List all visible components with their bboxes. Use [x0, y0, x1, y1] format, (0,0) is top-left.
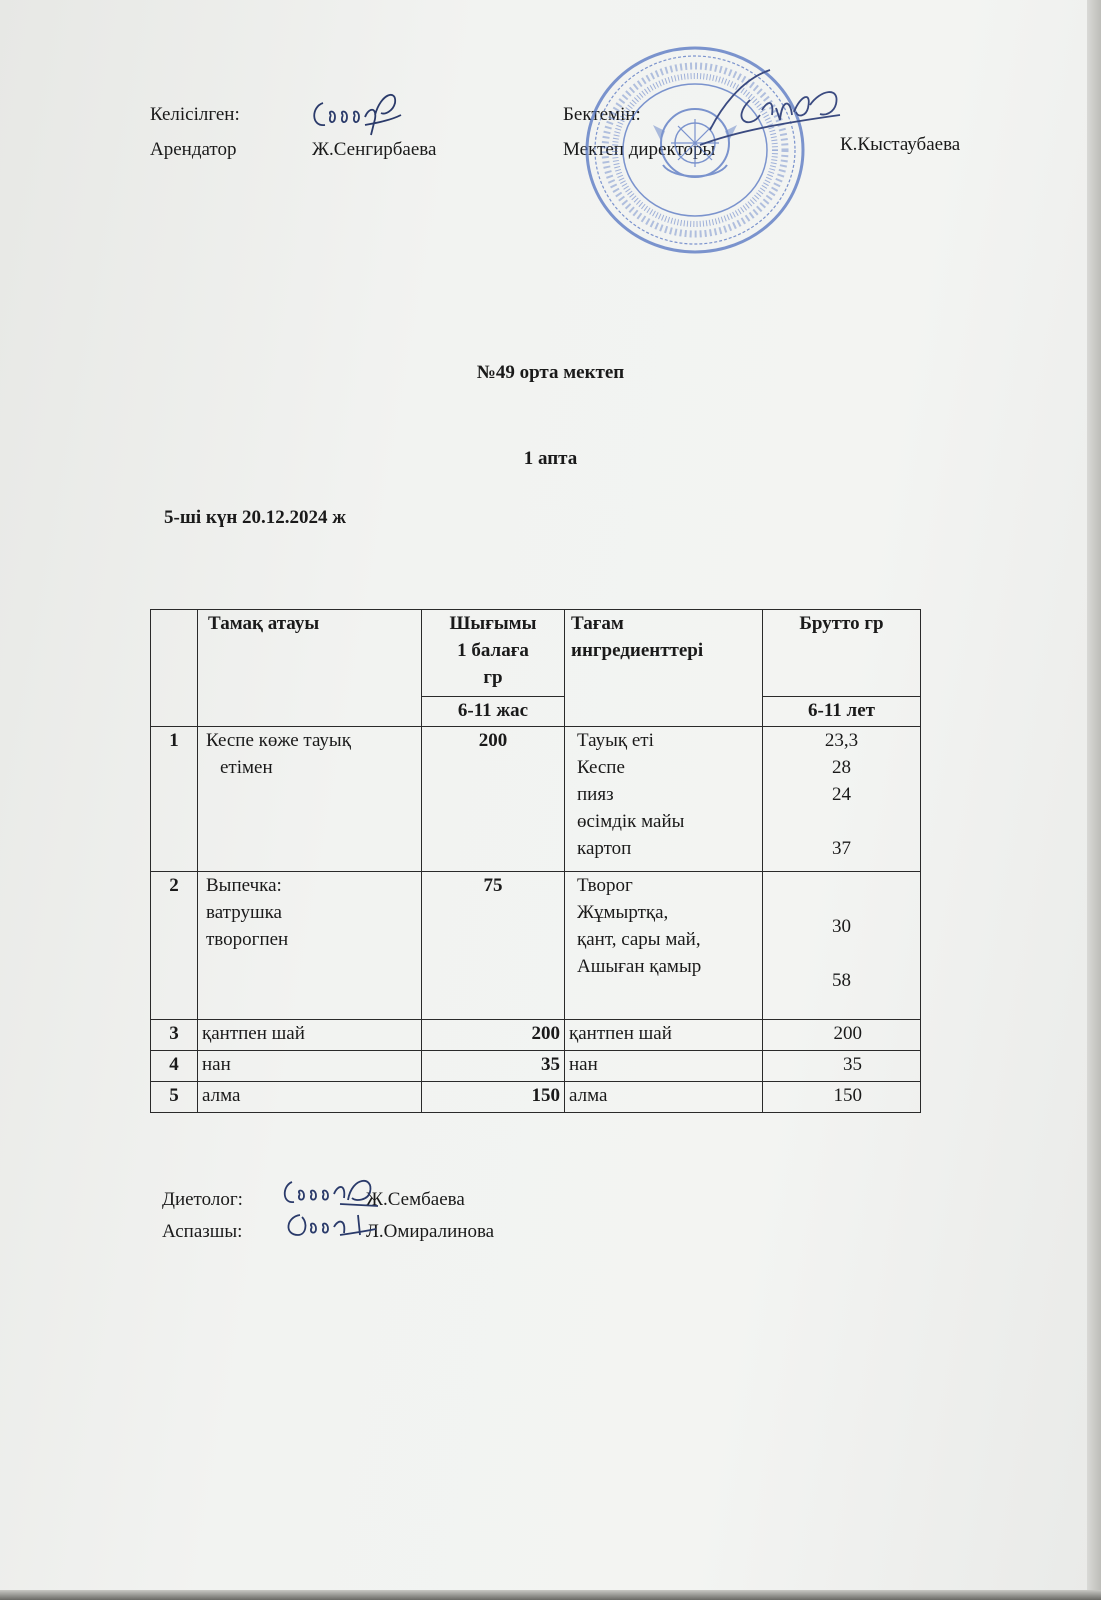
dietitian-label: Диетолог: — [162, 1189, 243, 1210]
row-number: 2 — [151, 872, 198, 1020]
header-num-cell — [151, 610, 198, 727]
row-number: 4 — [151, 1051, 198, 1082]
header-age-right: 6-11 лет — [763, 697, 921, 727]
ingredients-list: нан — [565, 1051, 763, 1082]
director-signature — [690, 60, 850, 160]
menu-table — [150, 609, 921, 1113]
brutto-list: 23,3 28 24 37 — [763, 727, 921, 872]
table-row — [151, 1051, 921, 1082]
yield-value: 150 — [422, 1082, 565, 1113]
yield-value: 35 — [422, 1051, 565, 1082]
header-age-left: 6-11 жас — [422, 697, 565, 727]
director-name: К.Кыстаубаева — [840, 134, 961, 155]
dish-name: Кеспе көже тауық етімен — [198, 727, 422, 872]
header-ingredients: Тағам ингредиенттері — [565, 610, 763, 727]
ingredients-list: қантпен шай — [565, 1020, 763, 1051]
brutto-list: 35 — [763, 1051, 921, 1082]
table-row — [151, 872, 921, 1020]
brutto-list: 30 58 — [763, 872, 921, 1020]
cook-label: Аспазшы: — [162, 1221, 243, 1242]
brutto-list: 150 — [763, 1082, 921, 1113]
dish-name: қантпен шай — [198, 1020, 422, 1051]
row-number: 1 — [151, 727, 198, 872]
header-brutto: Брутто гр — [763, 610, 921, 697]
school-title: №49 орта мектеп — [476, 362, 625, 383]
yield-value: 75 — [422, 872, 565, 1020]
ingredients-list: Тауық еті Кеспе пияз өсімдік майы картоп — [565, 727, 763, 872]
week-title: 1 апта — [523, 448, 578, 469]
dish-name: Выпечка: ватрушка творогпен — [198, 872, 422, 1020]
row-number: 3 — [151, 1020, 198, 1051]
yield-value: 200 — [422, 727, 565, 872]
dish-name: нан — [198, 1051, 422, 1082]
confirm-label: Бектемін: — [563, 104, 641, 125]
tenant-signature — [305, 85, 410, 140]
director-label: Мектеп директоры — [563, 139, 716, 160]
tenant-name: Ж.Сенгирбаева — [312, 139, 437, 160]
approved-label: Келісілген: — [150, 104, 240, 125]
brutto-list: 200 — [763, 1020, 921, 1051]
dietitian-name: Ж.Сембаева — [366, 1189, 465, 1210]
yield-value: 200 — [422, 1020, 565, 1051]
day-line: 5-ші күн 20.12.2024 ж — [164, 507, 347, 528]
ingredients-list: Творог Жұмыртқа, қант, сары май, Ашыған қамыр — [565, 872, 763, 1020]
table-row — [151, 1082, 921, 1113]
page-edge-bottom — [0, 1590, 1101, 1600]
cook-name: Л.Омиралинова — [366, 1221, 495, 1242]
row-number: 5 — [151, 1082, 198, 1113]
tenant-label: Арендатор — [150, 139, 237, 160]
header-yield: Шығымы 1 балаға гр — [422, 610, 565, 697]
table-row — [151, 727, 921, 872]
header-dish: Тамақ атауы — [198, 610, 422, 727]
dish-name: алма — [198, 1082, 422, 1113]
table-row — [151, 1020, 921, 1051]
ingredients-list: алма — [565, 1082, 763, 1113]
cook-signature — [280, 1205, 380, 1245]
page-edge-right — [1087, 0, 1101, 1600]
